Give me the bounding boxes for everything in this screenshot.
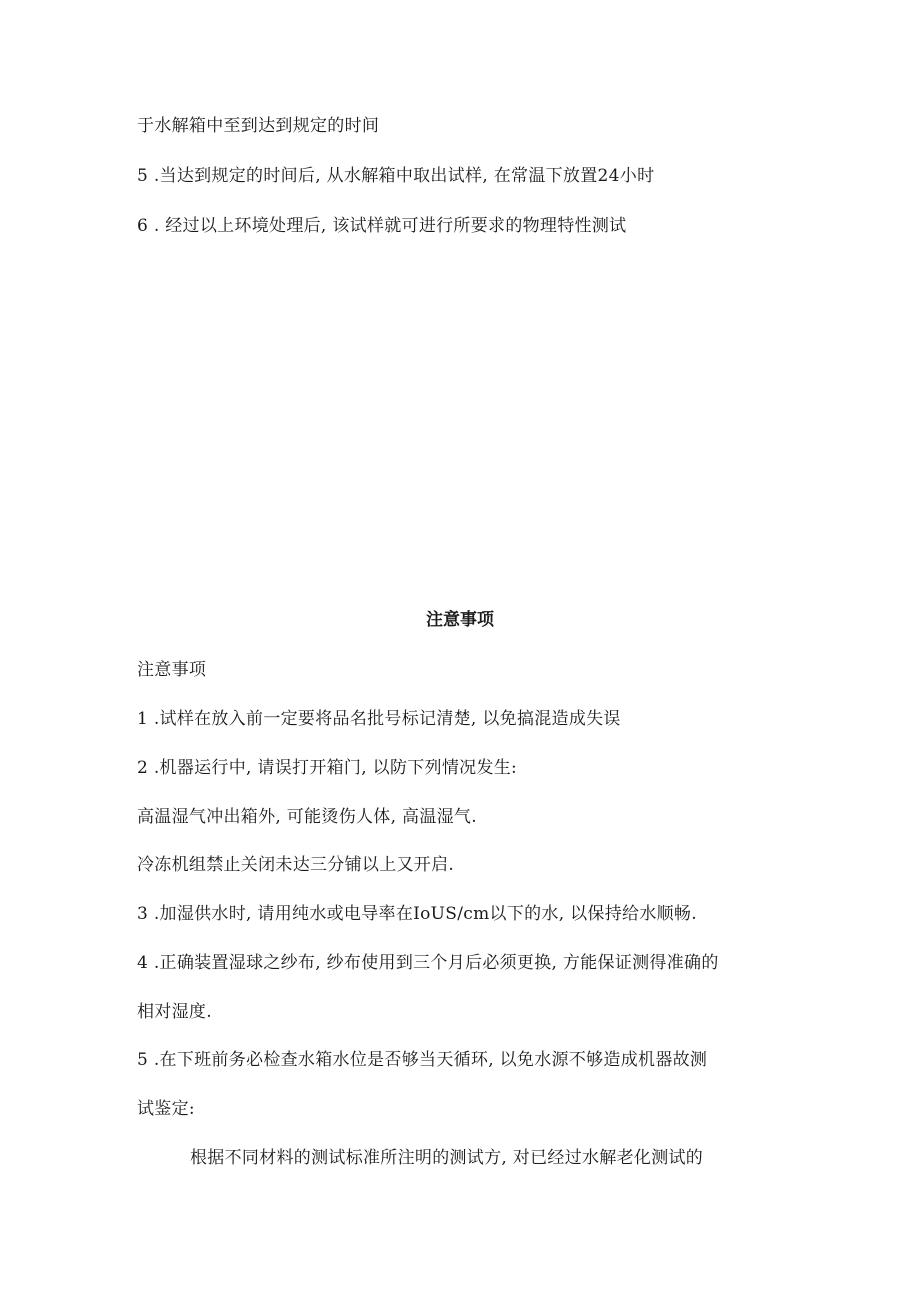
- text-line: 1 .试样在放入前一定要将品名批号标记清楚, 以免搞混造成失误: [137, 709, 621, 729]
- text-line: 试鉴定:: [137, 1099, 195, 1119]
- text-line: 5 .在下班前务必检查水箱水位是否够当天循环, 以免水源不够造成机器故测: [137, 1050, 708, 1070]
- section-subheading: 注意事项: [137, 660, 207, 680]
- paragraph: 根据不同材料的测试标准所注明的测试方, 对已经过水解老化测试的: [190, 1148, 704, 1168]
- text-line: 5 .当达到规定的时间后, 从水解箱中取出试样, 在常温下放置24小时: [137, 166, 655, 186]
- text-line: 相对湿度.: [137, 1002, 212, 1022]
- text-line: 4 .正确装置湿球之纱布, 纱布使用到三个月后必须更换, 方能保证测得准确的: [137, 953, 719, 973]
- text-line: 冷冻机组禁止关闭未达三分铺以上又开启.: [137, 855, 455, 875]
- text-line: 于水解箱中至到达到规定的时间: [137, 116, 380, 136]
- section-heading: 注意事项: [426, 610, 494, 630]
- text-line: 3 .加湿供水时, 请用纯水或电导率在IoUS/cm以下的水, 以保持给水顺畅.: [137, 904, 697, 924]
- text-line: 高温湿气冲出箱外, 可能烫伤人体, 高温湿气.: [137, 807, 477, 827]
- text-line: 6 . 经过以上环境处理后, 该试样就可进行所要求的物理特性测试: [137, 216, 627, 236]
- text-line: 2 .机器运行中, 请误打开箱门, 以防下列情况发生:: [137, 758, 518, 778]
